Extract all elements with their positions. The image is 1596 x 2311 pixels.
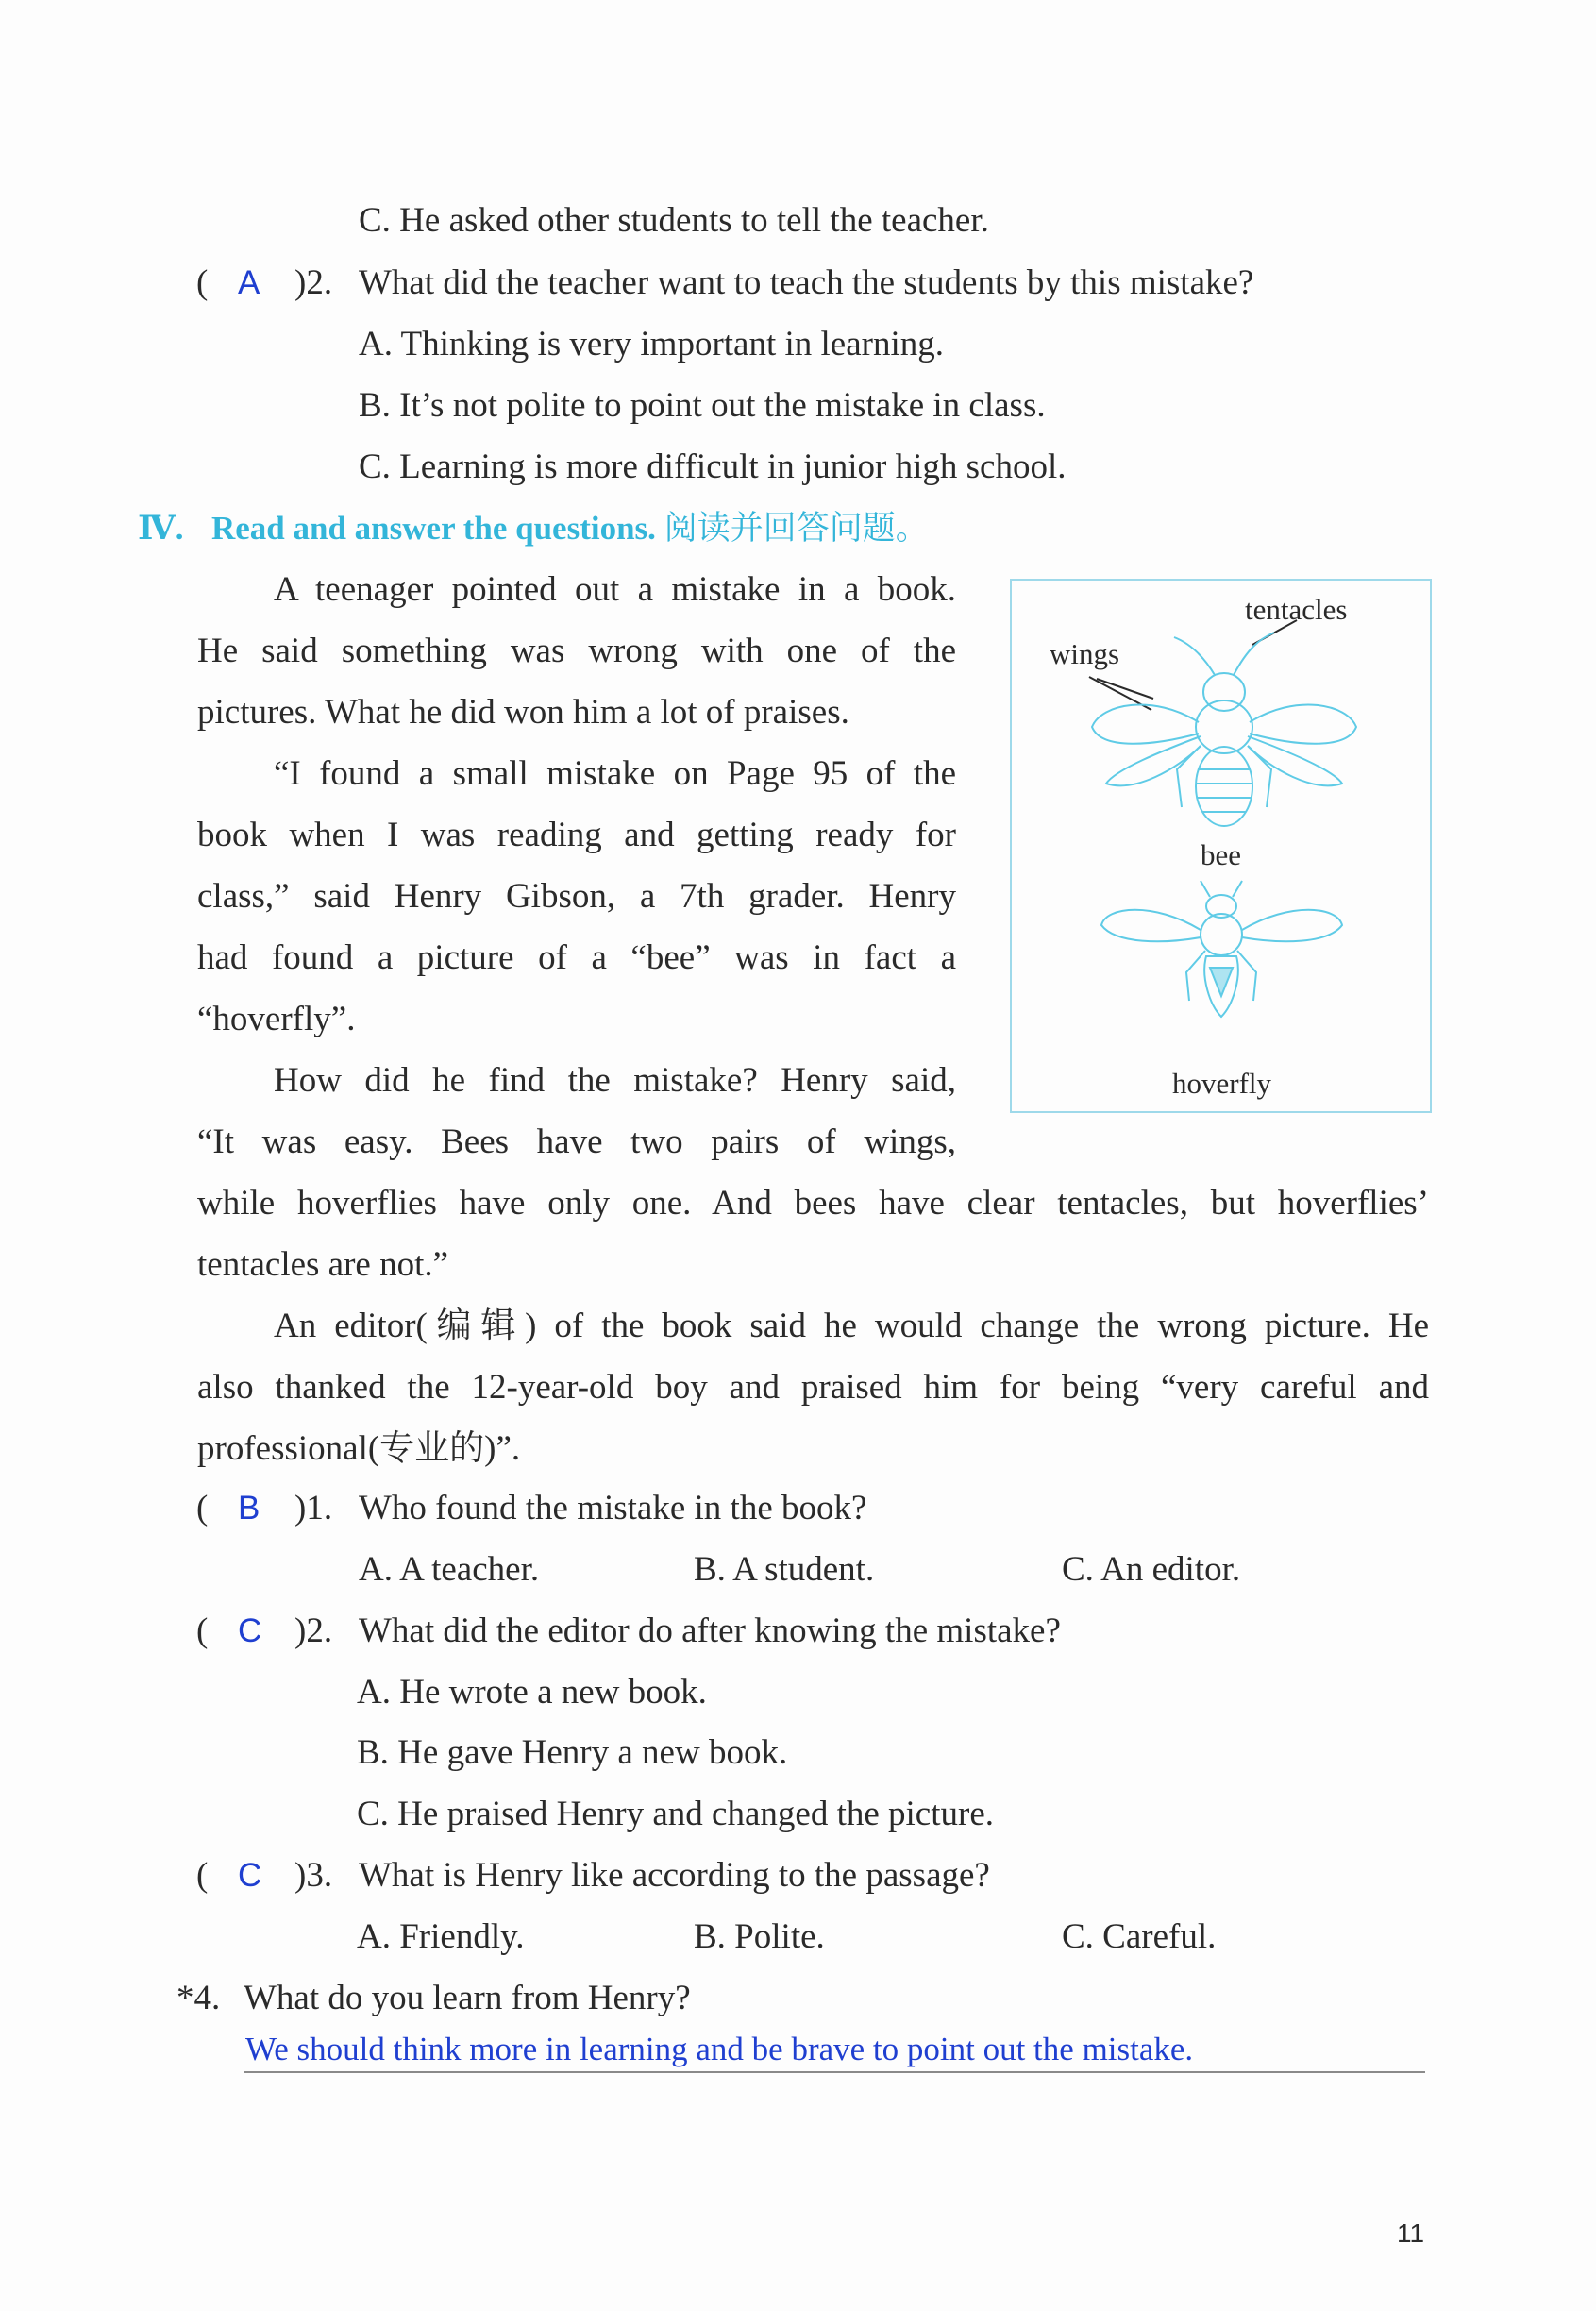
passage-line: An editor(编辑) of the book said he would change the wrong picture. He bbox=[274, 1307, 1429, 1345]
option-c: C. An editor. bbox=[1062, 1550, 1241, 1589]
option-b: B. Polite. bbox=[694, 1917, 825, 1956]
passage-line: “I found a small mistake on Page 95 of the bbox=[274, 754, 956, 793]
insect-figure bbox=[1010, 579, 1432, 1113]
option-b: B. A student. bbox=[694, 1550, 875, 1589]
option-a: A. Thinking is very important in learning. bbox=[359, 325, 945, 363]
answer-mark: B bbox=[238, 1490, 260, 1527]
option-c: C. Careful. bbox=[1062, 1917, 1217, 1956]
passage-line: A teenager pointed out a mistake in a book. bbox=[274, 570, 956, 609]
question-text: What did the editor do after knowing the mistake? bbox=[359, 1611, 1061, 1650]
option-b: B. It’s not polite to point out the mistake in class. bbox=[359, 386, 1046, 425]
insect-illustration bbox=[1012, 581, 1434, 1115]
answer-mark: C bbox=[238, 1612, 262, 1649]
passage-line: pictures. What he did won him a lot of praises. bbox=[197, 693, 849, 732]
passage-line: How did he find the mistake? Henry said, bbox=[274, 1061, 956, 1100]
answer-mark: A bbox=[238, 264, 260, 301]
hoverfly-icon bbox=[1101, 881, 1342, 1017]
section-title-en: Read and answer the questions. bbox=[210, 510, 656, 547]
label-wings: wings bbox=[1050, 637, 1120, 670]
passage-line: book when I was reading and getting ready for bbox=[197, 816, 956, 854]
passage-line: “hoverfly”. bbox=[197, 1000, 356, 1038]
label-tentacles: tentacles bbox=[1245, 593, 1348, 626]
section-numeral: Ⅳ. bbox=[138, 510, 184, 547]
passage-line: professional(专业的)”. bbox=[197, 1429, 521, 1468]
question-text: What do you learn from Henry? bbox=[244, 1979, 691, 2017]
option-b: B. He gave Henry a new book. bbox=[357, 1733, 788, 1772]
passage-line: had found a picture of a “bee” was in fact a bbox=[197, 938, 956, 977]
bee-icon bbox=[1092, 633, 1356, 826]
answer-line bbox=[244, 2071, 1425, 2073]
question-number: )3. bbox=[294, 1856, 333, 1895]
label-bee: bee bbox=[1201, 838, 1242, 871]
section-heading bbox=[138, 507, 929, 550]
option-a: A. He wrote a new book. bbox=[357, 1673, 707, 1712]
question-text: What did the teacher want to teach the students by this mistake? bbox=[359, 263, 1254, 302]
question-number: )1. bbox=[294, 1489, 333, 1527]
question-text: Who found the mistake in the book? bbox=[359, 1489, 867, 1527]
option-a: A. Friendly. bbox=[357, 1917, 525, 1956]
passage-line: tentacles are not.” bbox=[197, 1245, 449, 1284]
label-hoverfly: hoverfly bbox=[1172, 1067, 1272, 1100]
question-text: What is Henry like according to the passage? bbox=[359, 1856, 990, 1895]
option-a: A. A teacher. bbox=[359, 1550, 540, 1589]
question-number: *4. bbox=[176, 1979, 221, 2017]
passage-line: “It was easy. Bees have two pairs of wings, bbox=[197, 1122, 956, 1161]
answer-mark: C bbox=[238, 1857, 262, 1894]
section-title-cn: 阅读并回答问题。 bbox=[664, 510, 929, 548]
answer-paren-open: ( bbox=[196, 1856, 209, 1895]
passage-line: while hoverflies have only one. And bees have clear tentacles, but hoverflies’ bbox=[197, 1184, 1429, 1223]
option-c: C. Learning is more difficult in junior high school. bbox=[359, 447, 1067, 486]
answer-paren-open: ( bbox=[196, 263, 209, 302]
page-number: 11 bbox=[1397, 2218, 1425, 2248]
passage-line: He said something was wrong with one of the bbox=[197, 632, 956, 670]
option-c: C. He praised Henry and changed the picture. bbox=[357, 1795, 994, 1833]
question-number: )2. bbox=[294, 1611, 333, 1650]
answer-paren-open: ( bbox=[196, 1611, 209, 1650]
handwritten-answer: We should think more in learning and be brave to point out the mistake. bbox=[245, 2031, 1194, 2067]
question-number: )2. bbox=[294, 263, 333, 302]
answer-paren-open: ( bbox=[196, 1489, 209, 1527]
passage-line: class,” said Henry Gibson, a 7th grader. Henry bbox=[197, 877, 956, 916]
prev-option-c: C. He asked other students to tell the teacher. bbox=[359, 201, 989, 240]
passage-line: also thanked the 12-year-old boy and praised him for being “very careful and bbox=[197, 1368, 1429, 1407]
